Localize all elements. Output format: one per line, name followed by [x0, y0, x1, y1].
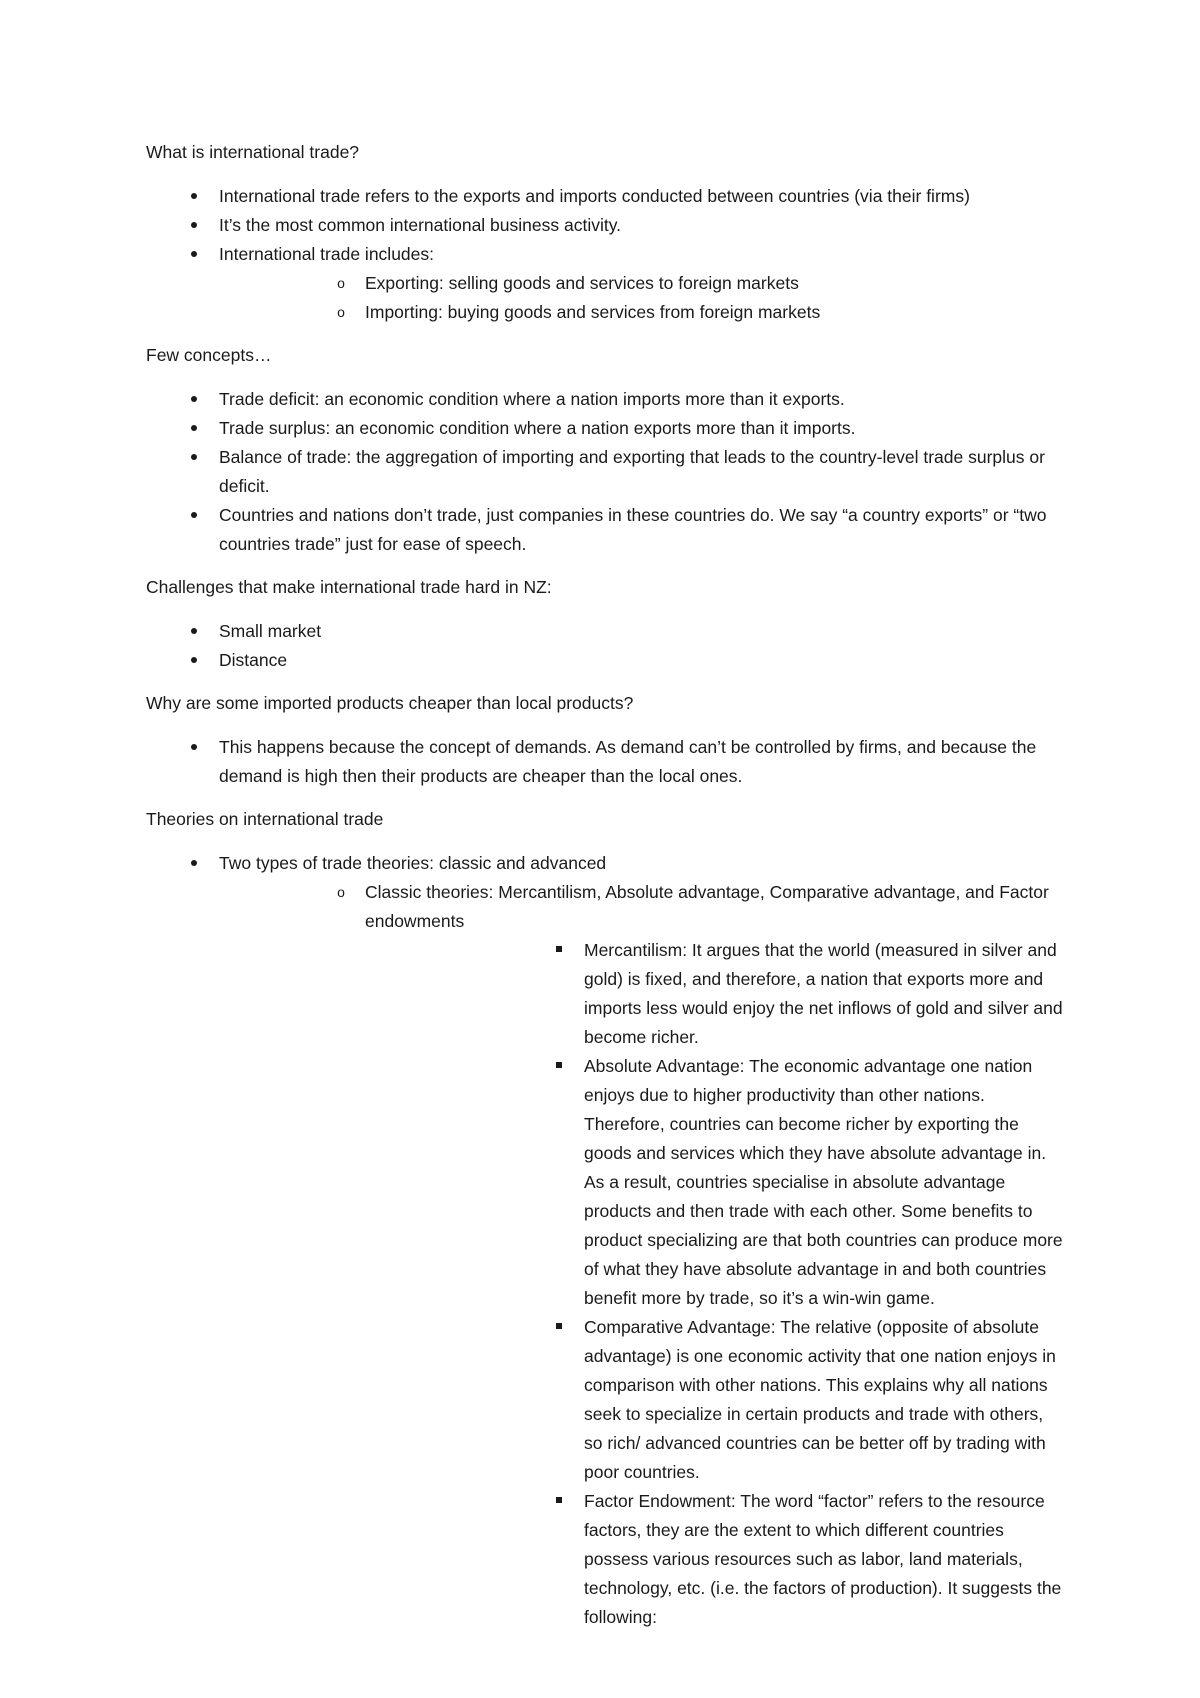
- list-item-text: Distance: [219, 650, 288, 670]
- sub-list-item: [219, 298, 1066, 327]
- list-item: [146, 501, 1066, 559]
- bullet-dot-icon: [184, 733, 204, 762]
- bullet-dot-icon: [184, 211, 204, 240]
- sub-list-item: [219, 269, 1066, 298]
- list-item-text: It’s the most common international business activity.: [219, 215, 622, 235]
- list-item-text: Two types of trade theories: classic and advanced: [219, 853, 607, 873]
- list-item: [146, 646, 1066, 675]
- bullet-list: [146, 733, 1066, 791]
- bullet-dot-icon: [184, 443, 204, 472]
- document-page: [146, 138, 1066, 1646]
- list-item: [146, 849, 1066, 1632]
- bullet-dot-icon: [184, 646, 204, 675]
- list-item: [146, 733, 1066, 791]
- third-level-list: [365, 936, 1066, 1632]
- third-level-item-text: Factor Endowment: The word “factor” refers to the resource factors, they are the extent to which different countries possess various resources such as labor, land materials, technology, etc. (i.e. the factors of production). It suggests the following:: [584, 1491, 1062, 1627]
- third-level-item: [365, 1487, 1066, 1632]
- list-item-text: International trade refers to the exports and imports conducted between countries (via their firms): [219, 186, 970, 206]
- bullet-dot-icon: [184, 849, 204, 878]
- section-heading: Why are some imported products cheaper than local products?: [146, 693, 634, 713]
- list-item: [146, 182, 1066, 211]
- list-item: [146, 617, 1066, 646]
- list-item: [146, 414, 1066, 443]
- bullet-dot-icon: [184, 182, 204, 211]
- bullet-dot-icon: [184, 240, 204, 269]
- third-level-item-text: Absolute Advantage: The economic advantage one nation enjoys due to higher productivity than other nations. Therefore, countries can become richer by exporting the goods and services which they have absolute advantage in. As a result, countries specialise in absolute advantage products and then trade with each other. Some benefits to product specializing are that both countries can produce more of what they have absolute advantage in and both countries benefit more by trade, so it’s a win-win game.: [584, 1056, 1063, 1308]
- sub-bullet-list: [219, 269, 1066, 327]
- bullet-dot-icon: [184, 414, 204, 443]
- list-item: [146, 385, 1066, 414]
- bullet-square-icon: [549, 1313, 569, 1342]
- list-item: [146, 443, 1066, 501]
- section-heading: Few concepts…: [146, 345, 272, 365]
- list-item: [146, 211, 1066, 240]
- list-item-text: Trade deficit: an economic condition where a nation imports more than it exports.: [219, 389, 845, 409]
- third-level-item: [365, 1052, 1066, 1313]
- sub-list-item-text: Importing: buying goods and services from foreign markets: [365, 302, 821, 322]
- list-item-text: This happens because the concept of demands. As demand can’t be controlled by firms, and because the demand is high then their products are cheaper than the local ones.: [219, 737, 1037, 786]
- third-level-item: [365, 1313, 1066, 1487]
- bullet-square-icon: [549, 1487, 569, 1516]
- bullet-list: [146, 182, 1066, 327]
- list-item-text: Countries and nations don’t trade, just companies in these countries do. We say “a country exports” or “two countries trade” just for ease of speech.: [219, 505, 1047, 554]
- third-level-item-text: Mercantilism: It argues that the world (measured in silver and gold) is fixed, and therefore, a nation that exports more and imports less would enjoy the net inflows of gold and silver and become richer.: [584, 940, 1063, 1047]
- sub-list-item: [219, 878, 1066, 1632]
- section-heading: Theories on international trade: [146, 809, 384, 829]
- bullet-circle-icon: o: [337, 275, 345, 291]
- list-item-text: Trade surplus: an economic condition where a nation exports more than it imports.: [219, 418, 856, 438]
- bullet-dot-icon: [184, 617, 204, 646]
- bullet-square-icon: [549, 936, 569, 965]
- bullet-circle-icon: o: [337, 304, 345, 320]
- sub-list-item-text: Exporting: selling goods and services to foreign markets: [365, 273, 799, 293]
- bullet-square-icon: [549, 1052, 569, 1081]
- bullet-dot-icon: [184, 501, 204, 530]
- bullet-list: [146, 617, 1066, 675]
- third-level-item: [365, 936, 1066, 1052]
- sub-bullet-list: [219, 878, 1066, 1632]
- section-heading: Challenges that make international trade hard in NZ:: [146, 577, 552, 597]
- bullet-circle-icon: o: [337, 884, 345, 900]
- list-item-text: Small market: [219, 621, 322, 641]
- bullet-list: [146, 849, 1066, 1632]
- list-item: [146, 240, 1066, 327]
- list-item-text: International trade includes:: [219, 244, 434, 264]
- bullet-list: [146, 385, 1066, 559]
- third-level-item-text: Comparative Advantage: The relative (opposite of absolute advantage) is one economic activity that one nation enjoys in comparison with other nations. This explains why all nations seek to specialize in certain products and trade with others, so rich/ advanced countries can be better off by trading with poor countries.: [584, 1317, 1056, 1482]
- sub-list-item-text: Classic theories: Mercantilism, Absolute advantage, Comparative advantage, and Factor endowments: [365, 882, 1049, 931]
- section-heading: What is international trade?: [146, 142, 360, 162]
- list-item-text: Balance of trade: the aggregation of importing and exporting that leads to the country-level trade surplus or deficit.: [219, 447, 1045, 496]
- bullet-dot-icon: [184, 385, 204, 414]
